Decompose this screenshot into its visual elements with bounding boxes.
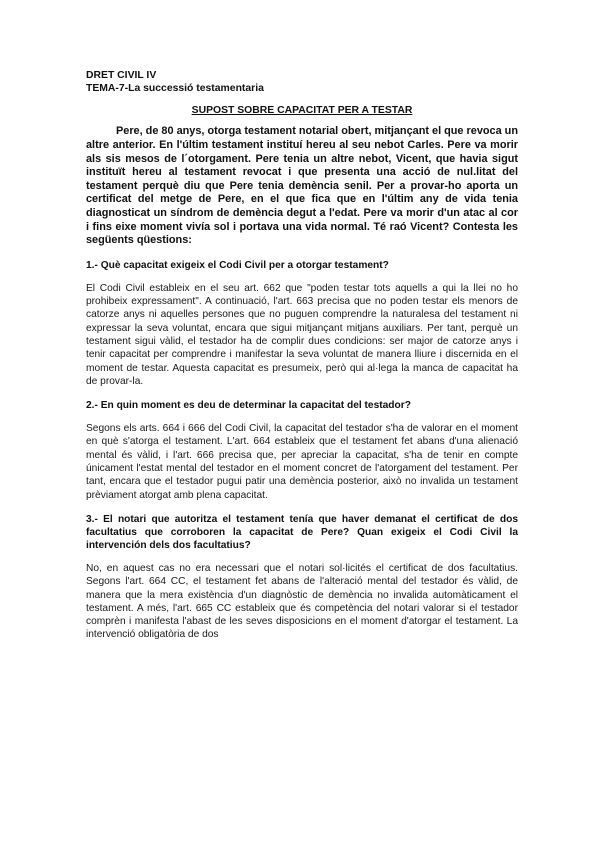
document-content (86, 69, 518, 642)
course-subject: DRET CIVIL IV (86, 70, 157, 81)
question-2: 2.- En quin moment es deu de determinar la capacitat del testador? (86, 400, 411, 412)
answer-3: No, en aquest cas no era necessari que el notari sol·licités el certificat de dos facultatius. Segons l'art. 664 CC, el testament fet abans de l'alteració mental del testador és vàlid, de manera que la mera existència d'un diagnòstic de demència no invalida automàticament el testament. A més, l'art. 665 CC estableix que és competència del notari valorar si el testador comprèn i manifesta l'abast de les seves disposicions en el moment d'atorgar el testament. La intervenció obligatòria de dos (86, 562, 518, 641)
answer-2: Segons els arts. 664 i 666 del Codi Civil, la capacitat del testador s'ha de valorar en el moment en què s'atorga el testament. L'art. 664 estableix que el testament fet abans d'una alienació mental és vàlid, i l'art. 666 precisa que, per apreciar la capacitat, s'ha de tenir en compte únicament l'estat mental del testador en el moment concret de l'atorgament del testament. Per tant, encara que el testador pugui patir una demència posterior, això no invalida un testament prèviament atorgat amb plena capacitat. (86, 423, 518, 501)
answer-1: El Codi Civil estableix en el seu art. 662 que "poden testar tots aquells a qui la llei no ho prohibeix expressament". A continuació, l'art. 663 precisa que no poden testar els menors de catorze anys ni aquelles persones que no puguen comprendre la naturalesa del testament ni expressar la seva voluntat, encara que sigui mitjançant mitjans auxiliars. Per tant, perquè un testament sigui vàlid, el testador ha de complir dues condicions: ser major de catorze anys i tenir capacitat per comprendre i manifestar la seva voluntat de manera lliure i discernida en el moment de testar. Aquesta capacitat es presumeix, però qui al·lega la manca de capacitat ha de provar-la. (86, 282, 518, 387)
title-text: SUPOST SOBRE CAPACITAT PER A TESTAR (191, 105, 413, 117)
course-topic: TEMA-7-La successió testamentaria (86, 83, 264, 95)
question-3: 3.- El notari que autoritza el testament tenía que haver demanat el certificat de dos facultatius que corroboren la capacitat de Pere? Quan exigeix el Codi Civil la intervención dels dos facultatius? (86, 513, 518, 551)
case-statement: Pere, de 80 anys, otorga testament notarial obert, mitjançant el que revoca un altre anterior. En l'últim testament instituí hereu al seu nebot Carles. Pere va morir als sis mesos de l´otorgament. Pere tenia un altre nebot, Vicent, que havia sigut instituït hereu al testament revocat i que presenta una acció de nul.litat del testament perquè diu que Pere tenia demència senil. Per a provar-ho aporta un certificat del metge de Pere, en el que fica que en l'últim any de vida tenia diagnosticat un síndrom de demència degut a l'edat. Pere va morir d'un atac al cor i fins eixe moment vivía sol i portava una vida normal. Té raó Vicent? Contesta les següents qüestions: (86, 125, 518, 247)
question-1: 1.- Què capacitat exigeix el Codi Civil per a otorgar testament? (86, 259, 389, 271)
document-title (86, 104, 518, 117)
